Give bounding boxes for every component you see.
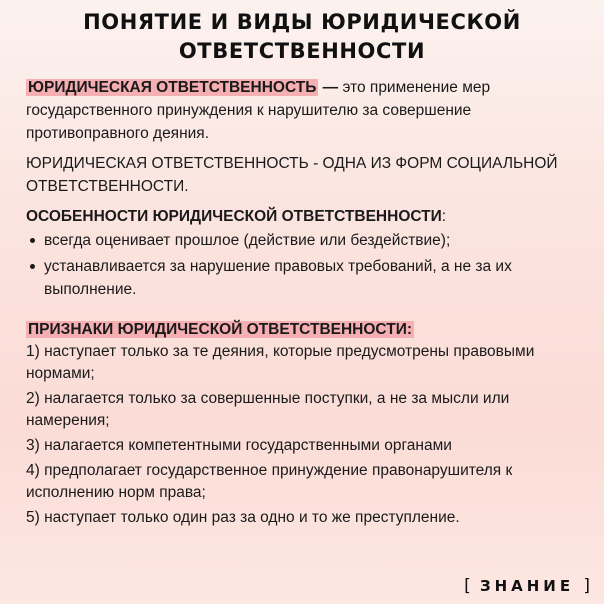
logo-bracket-close: ] xyxy=(583,576,590,596)
signs-list xyxy=(26,341,586,532)
list-item: 1) наступает только за те деяния, которые предусмотрены правовыми нормами; xyxy=(26,343,535,382)
list-item: 4) предполагает государственное принуждение правонарушителя к исполнению норм права; xyxy=(26,462,513,501)
signs-heading xyxy=(26,318,586,341)
list-item: 5) наступает только один раз за одно и то же преступление. xyxy=(26,509,460,526)
brand-logo xyxy=(464,576,590,596)
definition-dash: — xyxy=(318,79,343,96)
features-heading-colon: : xyxy=(441,208,447,225)
logo-bracket-open: [ xyxy=(464,576,471,596)
signs-heading-text: ПРИЗНАКИ ЮРИДИЧЕСКОЙ ОТВЕТСТВЕННОСТИ: xyxy=(28,321,413,338)
definition-paragraph xyxy=(26,76,586,145)
features-heading xyxy=(26,205,586,228)
list-item: 3) налагается компетентными государственными органами xyxy=(26,437,452,454)
list-item: устанавливается за нарушение правовых требований, а не за их выполнение. xyxy=(28,255,584,301)
note-paragraph: ЮРИДИЧЕСКАЯ ОТВЕТСТВЕННОСТЬ - ОДНА ИЗ ФОРМ СОЦИАЛЬНОЙ ОТВЕТСТВЕННОСТИ. xyxy=(26,155,558,195)
definition-text: это применение мер государственного принуждения к нарушителю за совершение противоправного деяния. xyxy=(26,79,491,142)
features-heading-text: ОСОБЕННОСТИ ЮРИДИЧЕСКОЙ ОТВЕТСТВЕННОСТИ xyxy=(26,208,442,225)
title-line-1: ПОНЯТИЕ И ВИДЫ ЮРИДИЧЕСКОЙ xyxy=(83,10,521,34)
logo-text: ЗНАНИЕ xyxy=(479,577,575,595)
list-item: всегда оценивает прошлое (действие или бездействие); xyxy=(28,229,584,252)
list-item: 2) налагается только за совершенные поступки, а не за мысли или намерения; xyxy=(26,390,510,429)
title-line-2: ОТВЕТСТВЕННОСТИ xyxy=(178,39,426,63)
definition-term: ЮРИДИЧЕСКАЯ ОТВЕТСТВЕННОСТЬ xyxy=(28,79,317,96)
features-list xyxy=(28,229,584,304)
page-title xyxy=(0,8,604,66)
